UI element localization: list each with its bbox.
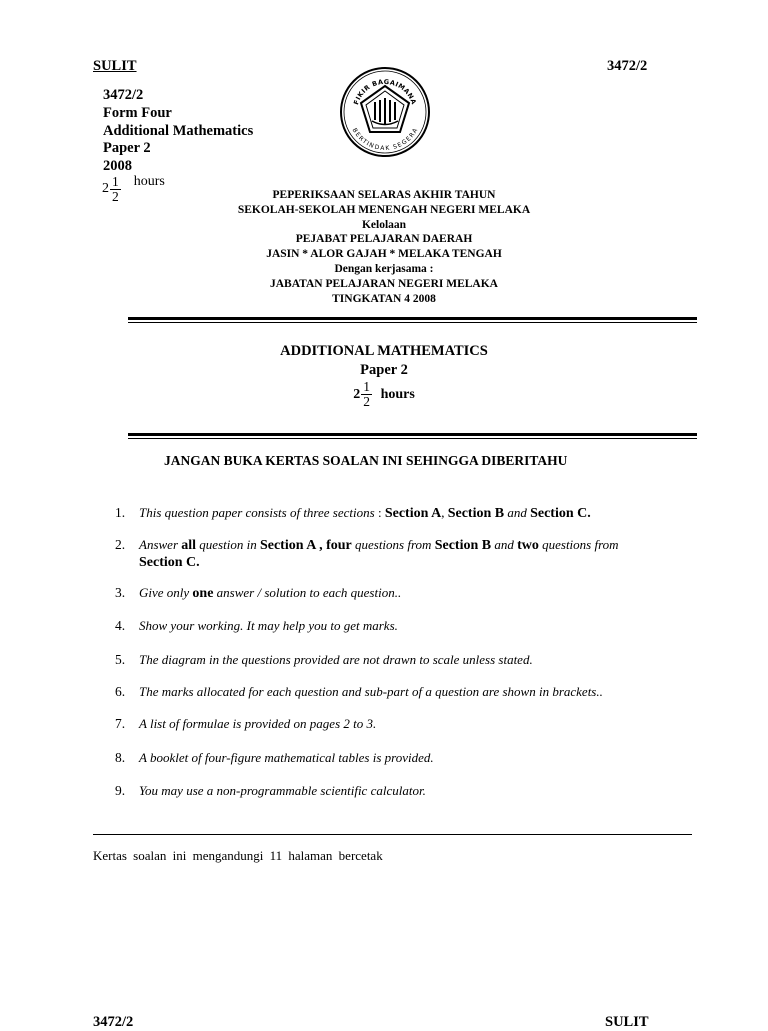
footer-divider xyxy=(93,834,692,835)
instruction-emphasis: all xyxy=(181,538,197,553)
org-line-2: SEKOLAH-SEKOLAH MENENGAH NEGERI MELAKA xyxy=(237,203,531,216)
footer-paper-code: 3472/2 xyxy=(93,1014,134,1030)
instruction-text: and xyxy=(491,537,518,552)
instruction-text: Give only xyxy=(139,585,193,600)
instruction-text: A booklet of four-figure mathematical tables is provided. xyxy=(139,750,434,765)
meta-subject: Additional Mathematics xyxy=(103,123,254,139)
instruction-text: A list of formulae is provided on pages 2 to 3. xyxy=(139,716,377,731)
instruction-number: 1. xyxy=(115,505,126,520)
exam-duration xyxy=(140,380,628,409)
instruction-emphasis: Section B xyxy=(447,506,505,521)
instruction-number: 5. xyxy=(115,652,126,667)
meta-duration-denominator: 2 xyxy=(112,188,119,204)
exam-duration-fraction xyxy=(361,380,372,409)
seal-motto-top: FIKIR BAGAIMANA xyxy=(352,77,418,106)
meta-paper: Paper 2 xyxy=(103,140,151,156)
instruction-text: and xyxy=(504,505,531,520)
org-line-8: TINGKATAN 4 2008 xyxy=(332,292,436,305)
instruction-emphasis: Section A xyxy=(384,506,442,521)
meta-code: 3472/2 xyxy=(103,87,144,103)
instruction-text: You may use a non-programmable scientific calculator. xyxy=(139,783,426,798)
exam-duration-denominator: 2 xyxy=(363,394,370,409)
instruction-number: 2. xyxy=(115,537,126,552)
org-line-6: Dengan kerjasama : xyxy=(334,262,434,275)
header-classification: SULIT xyxy=(93,58,137,74)
instruction-emphasis: two xyxy=(517,538,539,553)
divider-bottom xyxy=(128,433,697,439)
instruction-text: Answer xyxy=(139,537,182,552)
exam-duration-unit: hours xyxy=(380,386,415,402)
instruction-emphasis: Section A , four xyxy=(259,538,352,553)
exam-duration-numerator: 1 xyxy=(363,379,370,394)
exam-paper: Paper 2 xyxy=(360,362,408,378)
instruction-text: question in xyxy=(196,537,260,552)
instruction-number: 4. xyxy=(115,618,126,633)
instruction-emphasis: Section C. xyxy=(139,555,200,570)
instruction-emphasis: Section B xyxy=(434,538,492,553)
meta-duration-numerator: 1 xyxy=(112,173,119,189)
instruction-text: : xyxy=(374,505,385,520)
org-line-1: PEPERIKSAAN SELARAS AKHIR TAHUN xyxy=(272,189,496,201)
footer-classification: SULIT xyxy=(605,1014,649,1030)
instruction-emphasis: one xyxy=(192,586,214,601)
instruction-number: 8. xyxy=(115,750,126,765)
instruction-number: 9. xyxy=(115,783,126,798)
divider-top xyxy=(128,317,697,323)
instruction-emphasis: Section C. xyxy=(530,506,591,521)
instruction-text: answer / solution to each question.. xyxy=(213,585,402,600)
seal-motto-bottom: BERTINDAK SEGERA xyxy=(350,127,420,153)
instruction-text: questions from xyxy=(351,537,435,552)
instruction-text: Show your working. It may help you to get marks. xyxy=(139,618,398,633)
header-paper-code: 3472/2 xyxy=(607,58,648,74)
page-count-note: Kertas soalan ini mengandungi 11 halaman bercetak xyxy=(93,848,383,863)
meta-year: 2008 xyxy=(103,158,132,174)
instruction-number: 6. xyxy=(115,684,126,699)
org-line-3: Kelolaan xyxy=(361,218,407,231)
exam-duration-whole: 2 xyxy=(353,386,361,402)
school-seal-logo xyxy=(339,66,431,158)
meta-duration-unit: hours xyxy=(133,174,165,189)
instruction-text: This question paper consists of three sections xyxy=(139,505,375,520)
instruction-number: 7. xyxy=(115,716,126,731)
meta-form: Form Four xyxy=(103,105,172,121)
exam-title: ADDITIONAL MATHEMATICS xyxy=(280,343,488,359)
instruction-text: The marks allocated for each question and sub-part of a question are shown in brackets.. xyxy=(139,684,603,699)
instruction-text: The diagram in the questions provided are not drawn to scale unless stated. xyxy=(139,652,533,667)
instruction-text: questions from xyxy=(538,537,619,552)
org-line-5: JASIN * ALOR GAJAH * MELAKA TENGAH xyxy=(266,248,502,261)
meta-duration-fraction xyxy=(110,175,121,204)
instruction-number: 3. xyxy=(115,585,126,600)
organization-block xyxy=(140,188,628,306)
org-line-4: PEJABAT PELAJARAN DAERAH xyxy=(295,233,473,246)
org-line-7: JABATAN PELAJARAN NEGERI MELAKA xyxy=(270,277,498,290)
do-not-open-warning: JANGAN BUKA KERTAS SOALAN INI SEHINGGA DIBERITAHU xyxy=(164,453,568,468)
instruction-text: , xyxy=(441,505,448,520)
meta-duration-whole: 2 xyxy=(102,181,109,197)
